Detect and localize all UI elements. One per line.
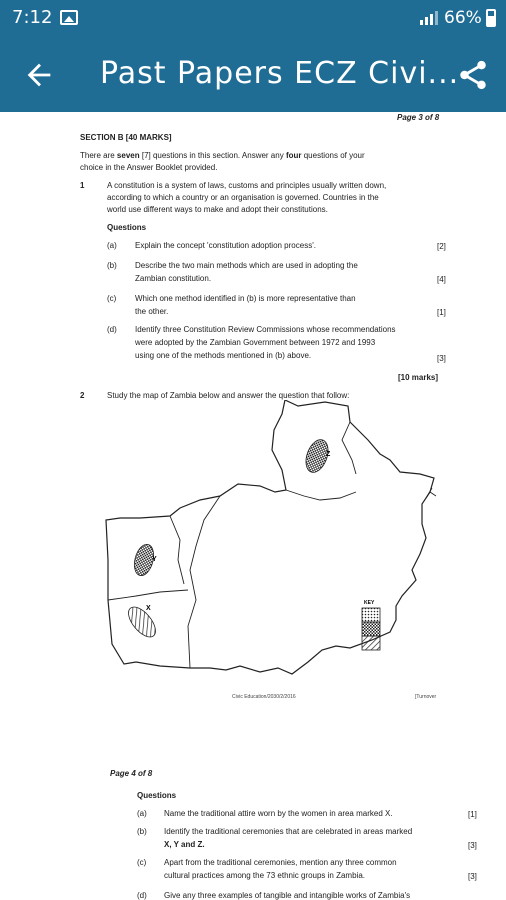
part-marks: [2]	[437, 242, 446, 251]
question-total-marks: [10 marks]	[398, 373, 439, 382]
part-marks: [1]	[468, 810, 477, 819]
part-label: (b)	[107, 261, 117, 270]
app-title: Past Papers ECZ Civi...	[100, 56, 460, 91]
part-marks: [4]	[437, 275, 446, 284]
page-footer-code: Civic Education/2030/2/2016	[232, 694, 296, 700]
page-header: Page 3 of 8	[397, 113, 440, 122]
gallery-notification-icon	[60, 10, 78, 25]
question-text: A constitution is a system of laws, customs and principles usually written down,	[107, 181, 387, 190]
question-number: 1	[80, 181, 85, 190]
signal-icon	[420, 11, 438, 25]
battery-icon	[486, 9, 496, 27]
status-bar	[0, 0, 506, 36]
part-marks: [1]	[437, 308, 446, 317]
part-text: Give any three examples of tangible and intangible works of Zambia's	[164, 891, 411, 900]
section-title: SECTION B [40 MARKS]	[80, 133, 172, 142]
part-text: X, Y and Z.	[164, 840, 205, 849]
part-text: cultural practices among the 73 ethnic groups in Zambia.	[164, 871, 365, 880]
back-arrow-icon[interactable]	[22, 58, 56, 92]
area-x	[124, 602, 161, 641]
part-label: (c)	[107, 294, 117, 303]
question-text: Study the map of Zambia below and answer the question that follow:	[107, 391, 350, 400]
part-label: (a)	[137, 809, 147, 818]
part-label: (d)	[137, 891, 147, 900]
part-text: using one of the methods mentioned in (b) above.	[135, 351, 312, 360]
questions-heading: Questions	[107, 223, 147, 232]
section-intro-line2: choice in the Answer Booklet provided.	[80, 163, 218, 172]
part-marks: [3]	[437, 354, 446, 363]
part-label: (d)	[107, 325, 117, 334]
key-swatch	[362, 636, 380, 650]
document-view[interactable]	[0, 112, 506, 900]
part-text: Which one method identified in (b) is more representative than	[135, 294, 356, 303]
part-label: (a)	[107, 241, 117, 250]
part-marks: [3]	[468, 872, 477, 881]
questions-heading: Questions	[137, 791, 177, 800]
part-text: Identify the traditional ceremonies that are celebrated in areas marked	[164, 827, 413, 836]
map-label-y: Y	[152, 556, 157, 563]
section-intro: There are seven [7] questions in this section. Answer any four questions of your	[80, 151, 365, 160]
part-label: (c)	[137, 858, 147, 867]
part-text: were adopted by the Zambian Government between 1972 and 1993	[135, 338, 376, 347]
part-marks: [3]	[468, 841, 477, 850]
question-text: world use different ways to make and adopt their constitutions.	[107, 205, 328, 214]
part-label: (b)	[137, 827, 147, 836]
share-icon[interactable]	[456, 58, 490, 92]
battery-percent: 66%	[444, 8, 482, 28]
app-bar	[0, 36, 506, 112]
question-text: according to which a country or an organisation is governed. Countries in the	[107, 193, 379, 202]
zambia-map	[100, 400, 460, 682]
key-swatch	[362, 608, 380, 622]
key-swatch	[362, 622, 380, 636]
map-label-x: X	[146, 605, 151, 612]
question-number: 2	[80, 391, 85, 400]
part-text: Describe the two main methods which are used in adopting the	[135, 261, 358, 270]
part-text: Explain the concept 'constitution adoption process'.	[135, 241, 316, 250]
map-label-z: Z	[326, 451, 331, 458]
part-text: Apart from the traditional ceremonies, mention any three common	[164, 858, 397, 867]
page-header: Page 4 of 8	[110, 769, 153, 778]
part-text: Name the traditional attire worn by the women in area marked X.	[164, 809, 393, 818]
part-text: Identify three Constitution Review Commissions whose recommendations	[135, 325, 396, 334]
part-text: the other.	[135, 307, 169, 316]
page-footer-turnover: [Turnover	[415, 694, 437, 700]
map-key-label: KEY	[364, 600, 375, 606]
status-time: 7:12	[12, 7, 53, 28]
part-text: Zambian constitution.	[135, 274, 212, 283]
